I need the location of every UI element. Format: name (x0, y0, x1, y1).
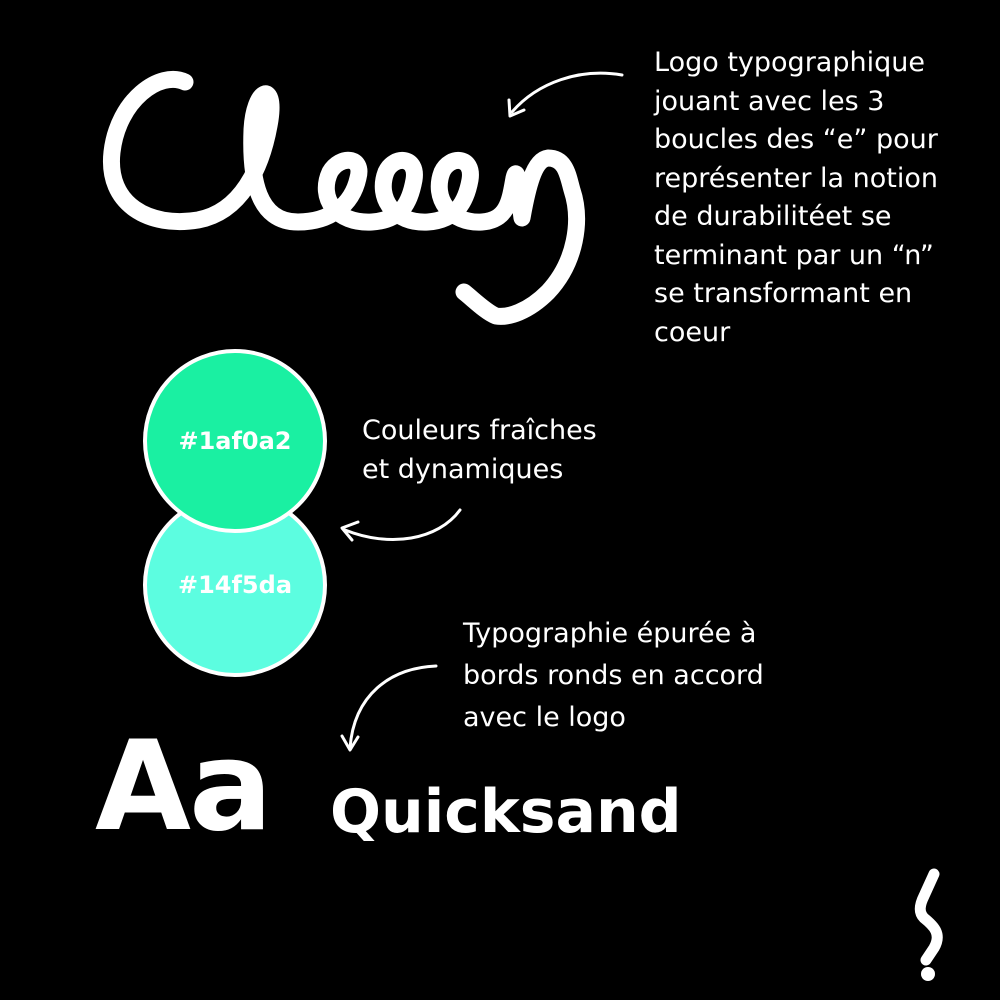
logo-note-line: Logo typographique (654, 47, 925, 78)
logo-note-line: coeur (654, 316, 731, 348)
typography-note-line: Typographie épurée à (463, 618, 757, 649)
arrow-logo-icon (509, 73, 622, 116)
swatch-label: #14f5da (177, 571, 293, 599)
brand-s-mark-icon (920, 874, 937, 981)
colors-note-line: Couleurs fraîches (362, 415, 597, 446)
logo-note-line: se transformant en (654, 278, 913, 309)
swatch-label: #1af0a2 (178, 427, 292, 455)
font-name: Quicksand (330, 777, 682, 847)
type-sample: Aa (95, 715, 271, 859)
logo-note-line: terminant par un “n” (654, 239, 934, 271)
typography-note-line: bords ronds en accord (463, 660, 764, 691)
logo-note-line: jouant avec les 3 (654, 85, 885, 117)
logo-note-line: représenter la notion (654, 162, 939, 194)
logo-note-line: de durabilitéet se (654, 201, 892, 232)
typography-note-line: avec le logo (463, 702, 626, 733)
arrow-colors-icon (342, 510, 460, 540)
arrow-typography-icon (342, 666, 436, 750)
logo-note-line: boucles des “e” pour (654, 124, 938, 155)
colors-note-line: et dynamiques (362, 454, 564, 485)
